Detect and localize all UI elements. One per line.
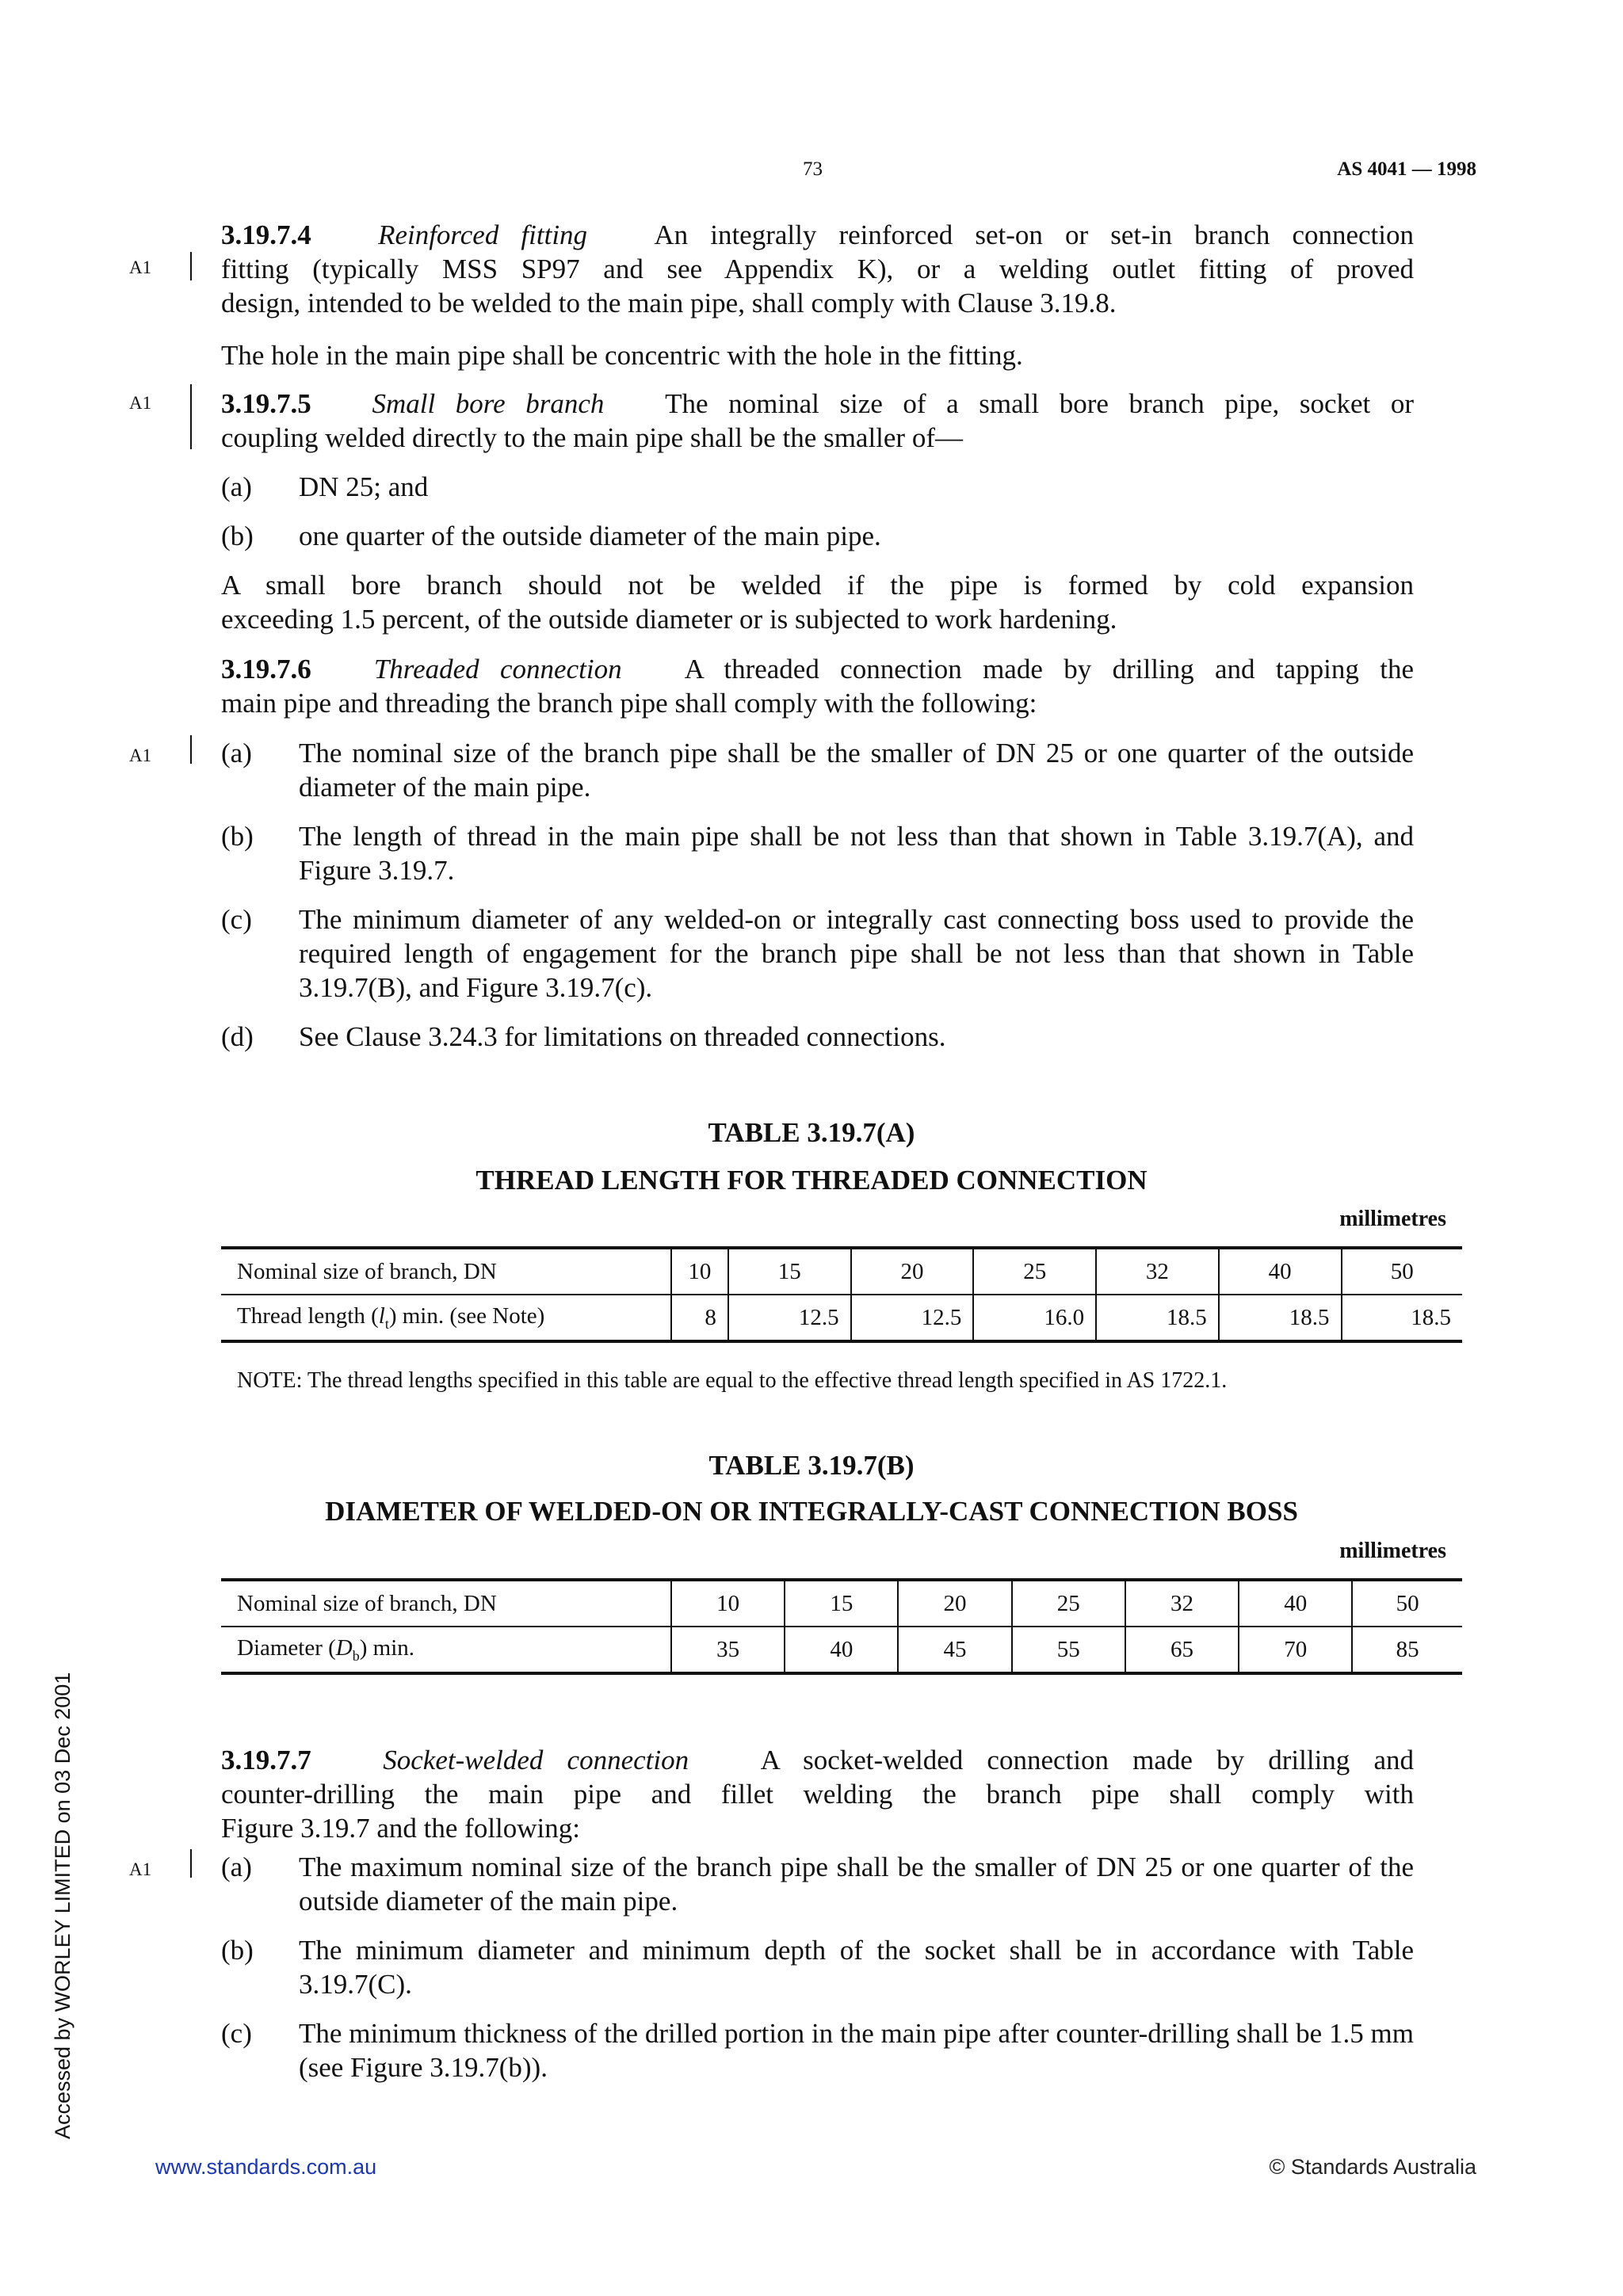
table-a-note: NOTE: The thread lengths specified in this table are equal to the effective thread length specified in AS 1722.1. (237, 1368, 1228, 1393)
table-cell: 18.5 (1342, 1295, 1462, 1341)
amendment-mark: A1 (129, 393, 152, 413)
clause-title: Socket-welded connection (383, 1745, 689, 1775)
table-row (221, 1627, 1462, 1673)
list-item (221, 736, 1414, 804)
clause-3-19-7-6 (221, 652, 1414, 720)
clause-title: Reinforced fitting (378, 219, 588, 250)
clause-text: fitting (typically MSS SP97 and see Appendix K), or a welding outlet fitting of proved (221, 254, 1414, 284)
clause-number: 3.19.7.4 (221, 219, 311, 250)
standard-designation: AS 4041 — 1998 (1337, 158, 1476, 180)
list-label: (b) (221, 821, 254, 852)
amendment-bar (190, 1849, 192, 1878)
table-cell: 12.5 (851, 1295, 974, 1341)
table-cell: 32 (1096, 1248, 1219, 1295)
table-a-units: millimetres (1339, 1207, 1446, 1231)
list-item (221, 1850, 1414, 1918)
clause-text: The nominal size of a small bore branch pipe, socket or (665, 388, 1415, 419)
table-cell: 55 (1012, 1627, 1125, 1673)
table-cell: 20 (851, 1248, 974, 1295)
table-a-title: THREAD LENGTH FOR THREADED CONNECTION (475, 1165, 1148, 1196)
table-a-caption: TABLE 3.19.7(A) (708, 1117, 915, 1148)
clause-number: 3.19.7.7 (221, 1745, 311, 1775)
list-text: DN 25; and (299, 471, 429, 502)
table-cell: 25 (973, 1248, 1096, 1295)
clause-text: design, intended to be welded to the main pipe, shall comply with Clause 3.19.8. (221, 288, 1117, 318)
table-cell: 32 (1125, 1580, 1239, 1627)
clause-text: exceeding 1.5 percent, of the outside diameter or is subjected to work hardening. (221, 604, 1117, 635)
table-b-units: millimetres (1339, 1539, 1446, 1563)
table-b-title: DIAMETER OF WELDED-ON OR INTEGRALLY-CAST CONNECTION BOSS (325, 1496, 1298, 1527)
clause-text: The hole in the main pipe shall be concentric with the hole in the fitting. (221, 340, 1023, 371)
table-cell: 65 (1125, 1627, 1239, 1673)
table-b-caption: TABLE 3.19.7(B) (708, 1450, 915, 1481)
list-label: (c) (221, 2018, 252, 2049)
list-text: The minimum diameter of any welded-on or integrally cast connecting boss used to provide the required length of engagement for the branch pipe shall be not less than that shown in Table 3.19.7(B), and Figure 3.19.7(c). (299, 904, 1414, 1003)
clause-title: Small bore branch (372, 388, 605, 419)
table-cell: 40 (1239, 1580, 1352, 1627)
list-label: (a) (221, 471, 252, 502)
table-cell: 10 (671, 1580, 785, 1627)
access-watermark: Accessed by WORLEY LIMITED on 03 Dec 2001 (51, 1672, 74, 2139)
list-text: The nominal size of the branch pipe shall be the smaller of DN 25 or one quarter of the outside diameter of the main pipe. (299, 738, 1414, 803)
clause-text: coupling welded directly to the main pipe shall be the smaller of— (221, 422, 963, 453)
row-label: Thread length $(l_t)$ min. (see Note) (221, 1295, 671, 1341)
table-cell: 10 (671, 1248, 728, 1295)
table-a (221, 1246, 1462, 1343)
clause-text: Figure 3.19.7 and the following: (221, 1813, 581, 1844)
table-cell: 35 (671, 1627, 785, 1673)
list-text: The maximum nominal size of the branch pipe shall be the smaller of DN 25 or one quarter of the outside diameter of the main pipe. (299, 1852, 1414, 1917)
page-number: 73 (803, 158, 823, 180)
table-cell: 40 (785, 1627, 898, 1673)
list-text: The minimum diameter and minimum depth of the socket shall be in accordance with Table 3.19.7(C). (299, 1935, 1414, 2000)
table-cell: 70 (1239, 1627, 1352, 1673)
clause-3-19-7-7 (221, 1743, 1414, 1845)
clause-text: A socket-welded connection made by drilling and (760, 1745, 1414, 1775)
footer-link[interactable]: www.standards.com.au (155, 2155, 377, 2179)
list-item (221, 2016, 1414, 2084)
clause-note (221, 568, 1414, 636)
table-cell: 15 (785, 1580, 898, 1627)
list-text: See Clause 3.24.3 for limitations on threaded connections. (299, 1021, 946, 1052)
table-cell: 18.5 (1096, 1295, 1219, 1341)
table-cell: 85 (1352, 1627, 1462, 1673)
list-label: (d) (221, 1021, 254, 1052)
table-cell: 20 (898, 1580, 1011, 1627)
list-item (221, 1020, 1414, 1054)
clause-3-19-7-5 (221, 387, 1414, 455)
table-cell: 12.5 (728, 1295, 851, 1341)
clause-title: Threaded connection (373, 654, 622, 685)
amendment-mark: A1 (129, 746, 152, 765)
clause-text: A threaded connection made by drilling and tapping the (684, 654, 1414, 685)
table-cell: 16.0 (973, 1295, 1096, 1341)
list-label: (b) (221, 1935, 254, 1966)
row-label: Nominal size of branch, DN (237, 1590, 497, 1616)
table-cell: 50 (1352, 1580, 1462, 1627)
clause-text: A small bore branch should not be welded if the pipe is formed by cold expansion (221, 570, 1414, 601)
amendment-bar (190, 252, 192, 280)
table-row (221, 1580, 1462, 1627)
list-item (221, 470, 1414, 504)
footer-copyright: © Standards Australia (1269, 2155, 1476, 2179)
clause-text: main pipe and threading the branch pipe shall comply with the following: (221, 688, 1037, 719)
table-cell: 40 (1219, 1248, 1342, 1295)
list-item (221, 819, 1414, 887)
list-item (221, 519, 1414, 553)
table-row (221, 1248, 1462, 1295)
list-text: The minimum thickness of the drilled portion in the main pipe after counter-drilling shall be 1.5 mm (see Figure 3.19.7(b)). (299, 2018, 1414, 2083)
table-cell: 15 (728, 1248, 851, 1295)
table-cell: 8 (671, 1295, 728, 1341)
clause-number: 3.19.7.5 (221, 388, 311, 419)
clause-text: An integrally reinforced set-on or set-in branch connection (654, 219, 1415, 250)
list-label: (a) (221, 1852, 252, 1882)
list-label: (c) (221, 904, 252, 935)
table-row (221, 1295, 1462, 1341)
list-label: (b) (221, 521, 254, 551)
table-cell: 25 (1012, 1580, 1125, 1627)
list-label: (a) (221, 738, 252, 769)
clause-text: counter-drilling the main pipe and fillet welding the branch pipe shall comply with (221, 1779, 1414, 1810)
amendment-mark: A1 (129, 1859, 152, 1879)
list-item (221, 1933, 1414, 2001)
amendment-mark: A1 (129, 257, 152, 277)
table-cell: 45 (898, 1627, 1011, 1673)
list-text: one quarter of the outside diameter of the main pipe. (299, 521, 881, 551)
table-cell: 50 (1342, 1248, 1462, 1295)
row-label: Nominal size of branch, DN (237, 1258, 497, 1284)
list-text: The length of thread in the main pipe shall be not less than that shown in Table 3.19.7(A), and Figure 3.19.7. (299, 821, 1414, 886)
amendment-bar (190, 735, 192, 764)
table-cell: 18.5 (1219, 1295, 1342, 1341)
row-label: Diameter $(D_b)$ min. (221, 1627, 671, 1673)
clause-3-19-7-4 (221, 218, 1414, 320)
table-b (221, 1578, 1462, 1675)
amendment-bar (190, 384, 192, 449)
clause-number: 3.19.7.6 (221, 654, 311, 685)
list-item (221, 902, 1414, 1005)
